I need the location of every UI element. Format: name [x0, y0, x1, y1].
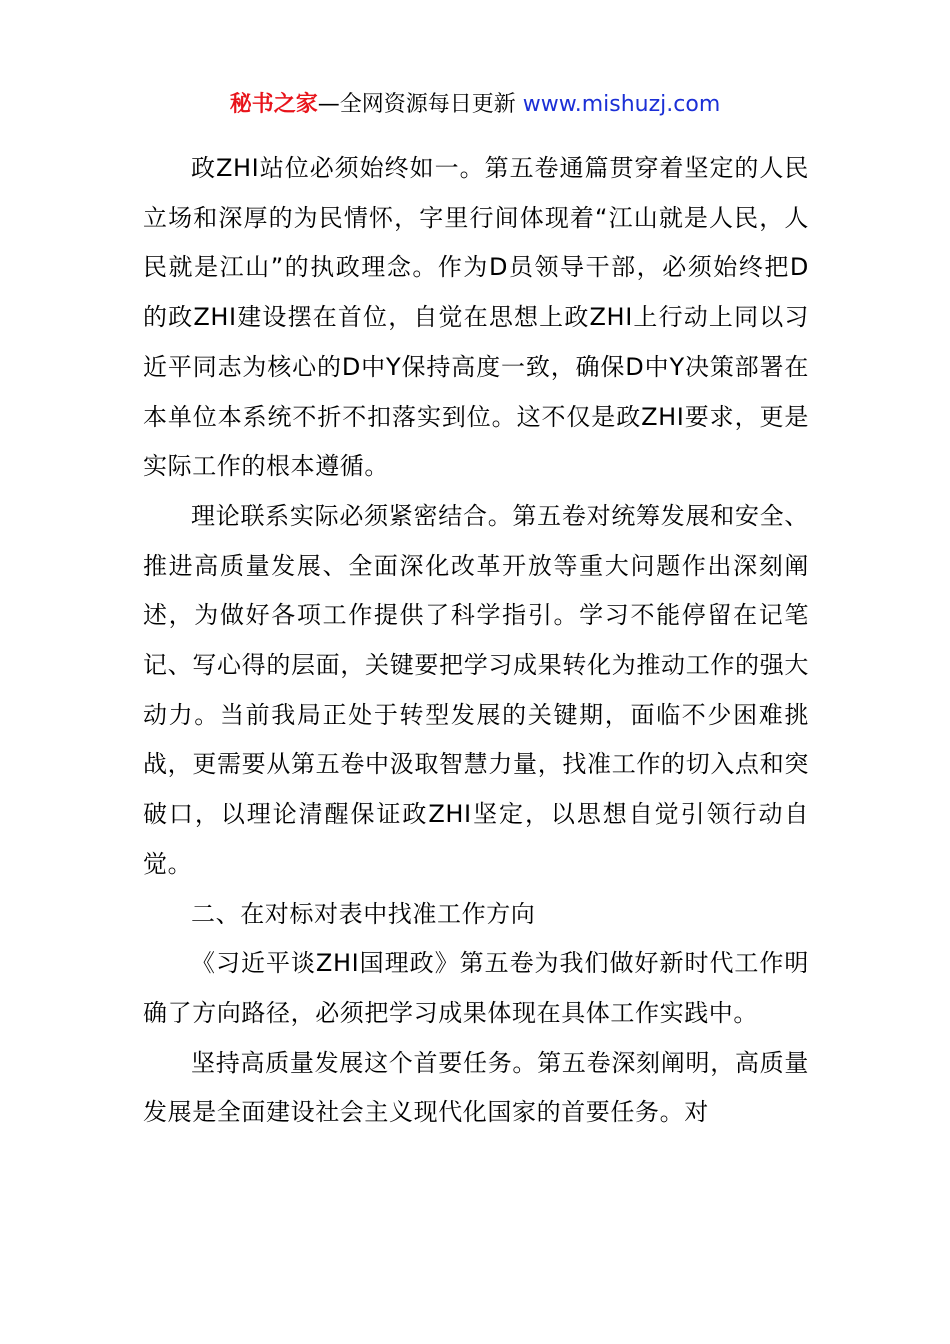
- site-url-link[interactable]: www.mishuzj.com: [522, 92, 721, 117]
- site-brand: 秘书之家: [229, 92, 318, 117]
- paragraph-volume-five-intro: 《习近平谈ZHI国理政》第五卷为我们做好新时代工作明确了方向路径，必须把学习成果体现在具体工作实践中。: [143, 949, 809, 1027]
- paragraph-high-quality-development: 坚持高质量发展这个首要任务。第五卷深刻阐明，高质量发展是全面建设社会主义现代化国家的首要任务。对: [143, 1048, 809, 1127]
- page-header: [0, 88, 950, 122]
- document-body: [143, 144, 809, 1138]
- section-heading-work-direction: 二、在对标对表中找准工作方向: [191, 899, 536, 928]
- paragraph-theory-practice: 理论联系实际必须紧密结合。第五卷对统筹发展和安全、推进高质量发展、全面深化改革开放等重大问题作出深刻阐述，为做好各项工作提供了科学指引。学习不能停留在记笔记、写心得的层面，关键要把学习成果转化为推动工作的强大动力。当前我局正处于转型发展的关键期，面临不少困难挑战，更需要从第五卷中汲取智慧力量，找准工作的切入点和突破口，以理论清醒保证政ZHI坚定，以思想自觉引领行动自觉。: [143, 501, 809, 878]
- site-tagline: —全网资源每日更新: [317, 92, 523, 117]
- paragraph-political-stance: 政ZHI站位必须始终如一。第五卷通篇贯穿着坚定的人民立场和深厚的为民情怀，字里行间体现着“江山就是人民，人民就是江山”的执政理念。作为D员领导干部，必须始终把D的政ZHI建设摆在首位，自觉在思想上政ZHI上行动上同以习近平同志为核心的D中Y保持高度一致，确保D中Y决策部署在本单位本系统不折不扣落实到位。这不仅是政ZHI要求，更是实际工作的根本遵循。: [143, 154, 809, 481]
